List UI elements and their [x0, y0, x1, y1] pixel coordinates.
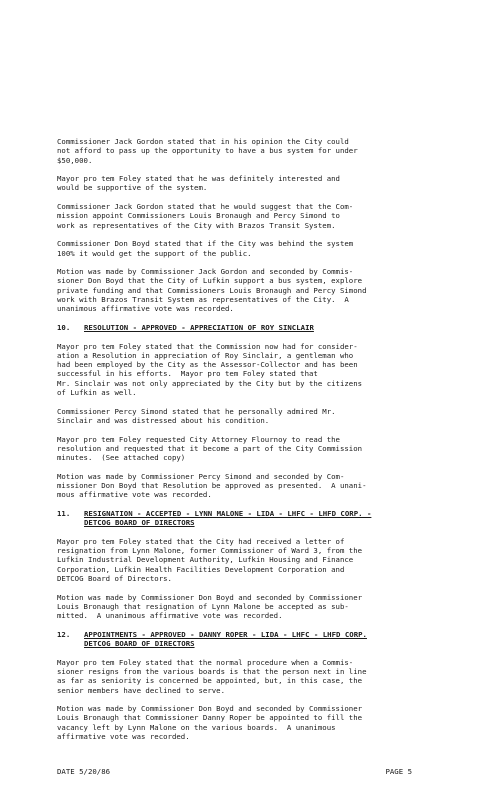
paragraph: Motion was made by Commissioner Percy Simond and seconded by Com- missioner Don Boyd that Resolution be approved as presented. A unani- mous affirmative vote was recorded.: [57, 471, 367, 500]
section-heading: [57, 323, 437, 332]
paragraph: Mayor pro tem Foley stated that he was definitely interested and would be supportive of the system.: [57, 174, 340, 193]
paragraph: Mayor pro tem Foley stated that the Commission now had for consider- ation a Resolution in appreciation of Roy Sinclair, a gentleman who had been employed by the City as the Assessor-Collector and has been successful in his efforts. Mayor pro tem Foley stated that Mr. Sinclair was not only appreciated by the City but by the citizens of Lufkin as well.: [57, 341, 363, 398]
section-number: 11.: [57, 508, 71, 518]
section-title: APPOINTMENTS - APPROVED - DANNY ROPER - LIDA - LHFC - LHFD CORP. DETCOG BOARD OF DIRECTORS: [84, 629, 367, 649]
footer-page-number: PAGE 5: [385, 767, 412, 776]
paragraph: Motion was made by Commissioner Jack Gordon and seconded by Commis- sioner Don Boyd that the City of Lufkin support a bus system, explore private funding and that Commissioners Louis Bronaugh and Percy Simond work with Brazos Transit System as representatives of the City. A unanimous affirmative vote was recorded.: [57, 267, 367, 314]
paragraph: Motion was made by Commissioner Don Boyd and seconded by Commissioner Louis Bronaugh that Commissioner Danny Roper be appointed to fill the vacancy left by Lynn Malone on the various boards. A unanimous affirmative vote was recorded.: [57, 704, 363, 741]
section-heading: [57, 630, 437, 649]
paragraph: Commissioner Don Boyd stated that if the City was behind the system 100% it would get the support of the public.: [57, 239, 354, 258]
paragraph: Mayor pro tem Foley stated that the normal procedure when a Commis- sioner resigns from the various boards is that the person next in line as far as seniority is concerned be appointed, but, in this case, the senior members have declined to serve.: [57, 657, 367, 695]
paragraph: Mayor pro tem Foley requested City Attorney Flournoy to read the resolution and requested that it become a part of the City Commission minutes. (See attached copy): [57, 434, 363, 463]
paragraph: Motion was made by Commissioner Don Boyd and seconded by Commissioner Louis Bronaugh that resignation of Lynn Malone be accepted as sub- mitted. A unanimous affirmative vote was recorded.: [57, 592, 363, 621]
section-number: 12.: [57, 629, 71, 639]
footer-date: DATE 5/20/86: [57, 767, 111, 776]
paragraph: Commissioner Jack Gordon stated that in his opinion the City could not afford to pass up the opportunity to have a bus system for under $50,000.: [57, 137, 358, 165]
paragraph: Commissioner Percy Simond stated that he personally admired Mr. Sinclair and was distressed about his condition.: [57, 406, 336, 425]
section-heading: [57, 509, 437, 528]
paragraph: Mayor pro tem Foley stated that the City had received a letter of resignation from Lynn Malone, former Commissioner of Ward 3, from the Lufkin Industrial Development Authority, Lufkin Housing and Finance Corporation, Lufkin Health Facilities Development Corporation and DETCOG Board of Directors.: [57, 536, 363, 583]
section-number: 10.: [57, 322, 71, 332]
paragraph: Commissioner Jack Gordon stated that he would suggest that the Com- mission appoint Commissioners Louis Bronaugh and Percy Simond to work as representatives of the City with Brazos Transit System.: [57, 202, 354, 230]
page-footer: [57, 767, 437, 776]
minutes-body: [57, 137, 437, 751]
section-title: RESOLUTION - APPROVED - APPRECIATION OF ROY SINCLAIR: [84, 322, 314, 332]
section-title: RESIGNATION - ACCEPTED - LYNN MALONE - LIDA - LHFC - LHFD CORP. - DETCOG BOARD OF DIRECTORS: [84, 508, 372, 528]
